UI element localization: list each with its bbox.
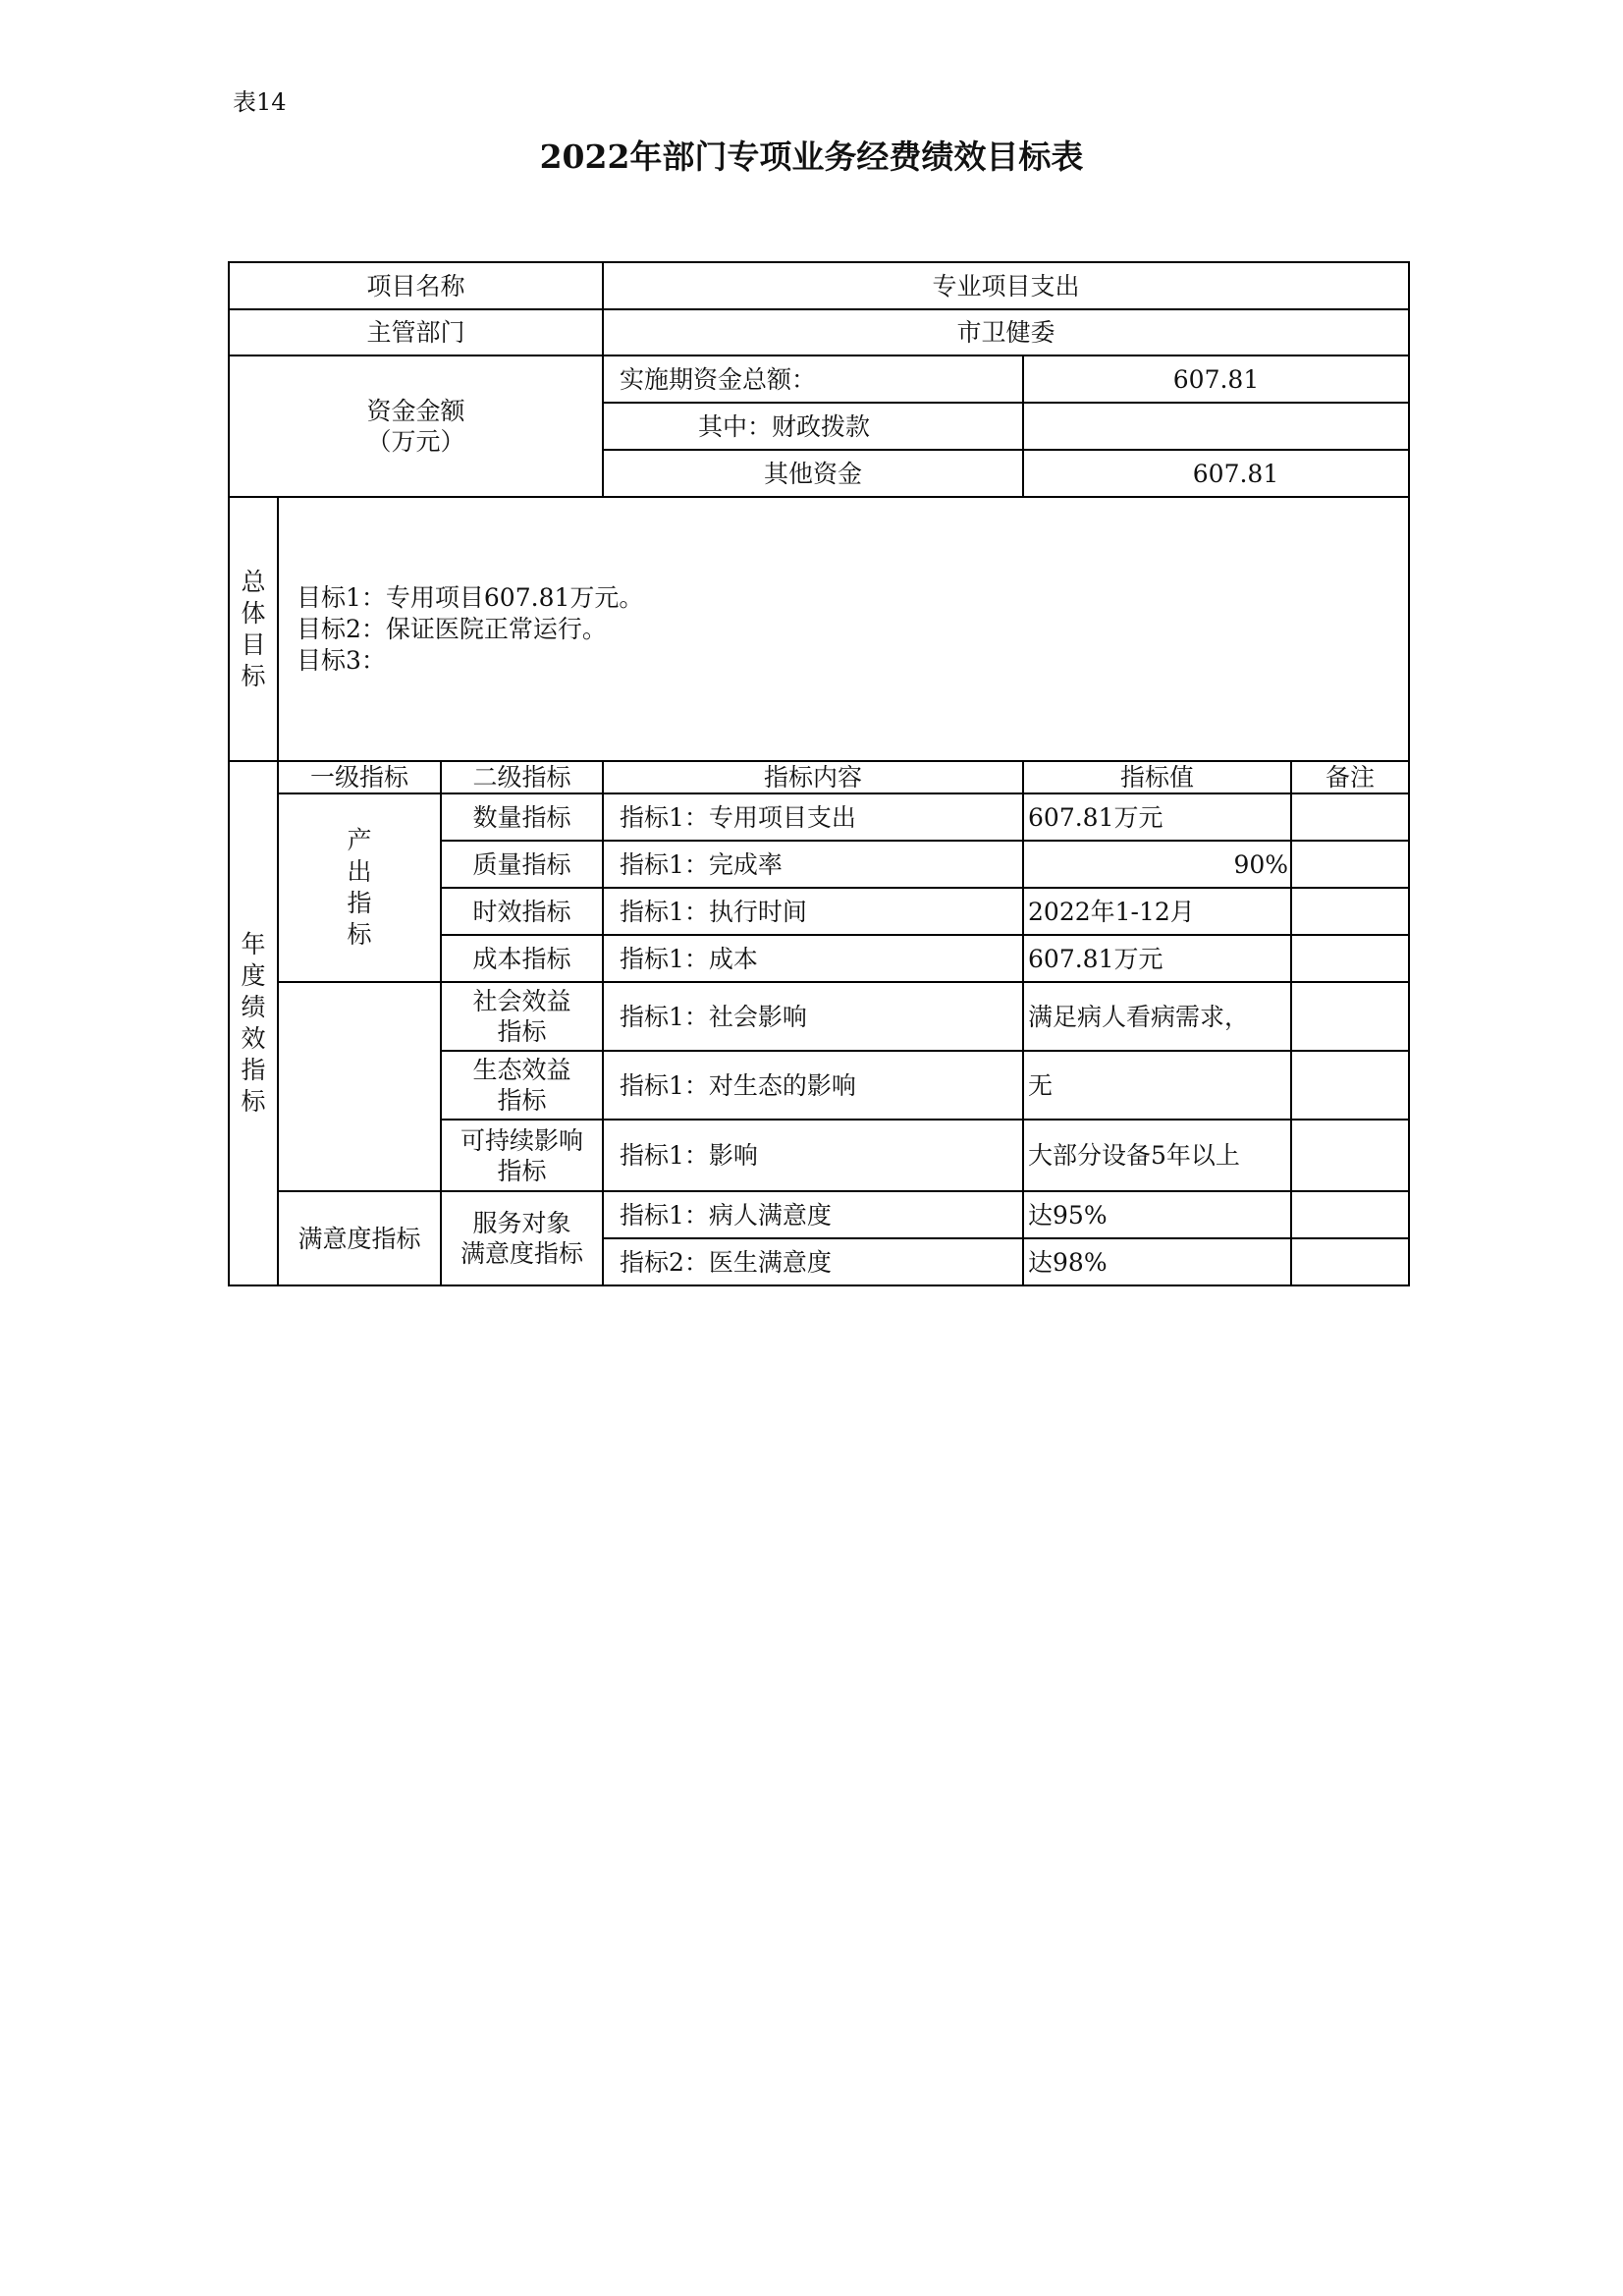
total-fund-label: 实施期资金总额： — [603, 355, 1023, 403]
annual-label-char: 效 — [241, 1024, 266, 1053]
level2-line: 生态效益 — [472, 1056, 571, 1084]
overall-goal-label — [229, 497, 278, 761]
level2-cell: 时效指标 — [441, 888, 603, 935]
content-cell: 指标1：对生态的影响 — [603, 1051, 1023, 1120]
annual-label-char: 指 — [241, 1056, 266, 1084]
value-cell: 无 — [1023, 1051, 1291, 1120]
output-label-char: 出 — [347, 857, 372, 886]
content-cell: 指标1：执行时间 — [603, 888, 1023, 935]
other-fund-label: 其他资金 — [603, 450, 1023, 497]
header-content: 指标内容 — [603, 761, 1023, 793]
total-fund-row — [229, 355, 1409, 403]
level2-cell: 成本指标 — [441, 935, 603, 982]
output-label-char: 标 — [347, 920, 372, 949]
overall-goal-label-char: 总 — [241, 567, 266, 596]
value-cell: 满足病人看病需求， — [1023, 982, 1291, 1051]
annual-label-char: 年 — [241, 930, 266, 958]
level2-line: 指标 — [497, 1017, 547, 1046]
page-title: 2022年部门专项业务经费绩效目标表 — [539, 137, 1084, 176]
fund-amount-label-line1: 资金金额 — [366, 397, 465, 425]
note-cell — [1291, 841, 1409, 888]
note-cell — [1291, 888, 1409, 935]
level2-cell — [441, 982, 603, 1051]
note-cell — [1291, 1238, 1409, 1285]
satisfaction-level2 — [441, 1191, 603, 1285]
header-value: 指标值 — [1023, 761, 1291, 793]
table-row — [229, 1191, 1409, 1238]
goal-item: 目标3： — [297, 645, 386, 675]
note-cell — [1291, 793, 1409, 841]
project-name-label: 项目名称 — [229, 262, 603, 309]
level2-line: 社会效益 — [472, 987, 571, 1015]
header-level2: 二级指标 — [441, 761, 603, 793]
value-cell: 达95% — [1023, 1191, 1291, 1238]
output-indicator-label — [278, 793, 441, 982]
overall-goal-content — [278, 497, 1409, 761]
annual-label-char: 标 — [241, 1087, 266, 1116]
fund-amount-label — [229, 355, 603, 497]
content-cell: 指标1：社会影响 — [603, 982, 1023, 1051]
annual-indicator-label — [229, 761, 278, 1285]
table-row — [229, 982, 1409, 1051]
note-cell — [1291, 1191, 1409, 1238]
project-name-value: 专业项目支出 — [603, 262, 1409, 309]
performance-target-table — [228, 261, 1410, 1286]
note-cell — [1291, 1051, 1409, 1120]
content-cell: 指标1：专用项目支出 — [603, 793, 1023, 841]
department-value: 市卫健委 — [603, 309, 1409, 355]
level2-cell — [441, 1051, 603, 1120]
level2-cell: 质量指标 — [441, 841, 603, 888]
goal-item: 目标1：专用项目607.81万元。 — [297, 582, 644, 612]
level2-cell: 数量指标 — [441, 793, 603, 841]
value-cell: 大部分设备5年以上 — [1023, 1120, 1291, 1191]
annual-label-char: 度 — [241, 961, 266, 990]
annual-header-row — [229, 761, 1409, 793]
department-row — [229, 309, 1409, 355]
content-cell: 指标2：医生满意度 — [603, 1238, 1023, 1285]
value-cell: 达98% — [1023, 1238, 1291, 1285]
content-cell: 指标1：影响 — [603, 1120, 1023, 1191]
level2-cell — [441, 1120, 603, 1191]
total-fund-value: 607.81 — [1023, 355, 1409, 403]
note-cell — [1291, 1120, 1409, 1191]
table-number-label: 表14 — [233, 88, 287, 116]
annual-label-char: 绩 — [241, 993, 266, 1021]
output-label-char: 产 — [347, 826, 372, 854]
note-cell — [1291, 935, 1409, 982]
level2-line: 可持续影响 — [460, 1125, 584, 1155]
level2-line: 指标 — [497, 1156, 547, 1185]
overall-goal-label-char: 目 — [241, 629, 266, 659]
benefit-indicator-label — [278, 982, 441, 1191]
header-level1: 一级指标 — [278, 761, 441, 793]
value-cell: 2022年1-12月 — [1023, 888, 1291, 935]
header-note: 备注 — [1291, 761, 1409, 793]
note-cell — [1291, 982, 1409, 1051]
value-cell: 90% — [1023, 841, 1291, 888]
table-row — [229, 793, 1409, 841]
value-cell: 607.81万元 — [1023, 793, 1291, 841]
fiscal-fund-value — [1023, 403, 1409, 450]
level2-line: 服务对象 — [472, 1209, 571, 1237]
fiscal-fund-label: 其中：财政拨款 — [603, 403, 1023, 450]
project-name-row — [229, 262, 1409, 309]
overall-goal-label-char: 标 — [241, 661, 266, 690]
overall-goal-row — [229, 497, 1409, 761]
other-fund-value: 607.81 — [1023, 450, 1409, 497]
content-cell: 指标1：病人满意度 — [603, 1191, 1023, 1238]
department-label: 主管部门 — [229, 309, 603, 355]
fund-amount-label-line2: （万元） — [366, 427, 465, 456]
goal-item: 目标2：保证医院正常运行。 — [297, 614, 607, 643]
output-label-char: 指 — [347, 889, 372, 917]
level2-line: 满意度指标 — [460, 1239, 584, 1268]
satisfaction-level1: 满意度指标 — [278, 1191, 441, 1285]
overall-goal-label-char: 体 — [241, 598, 266, 628]
level2-line: 指标 — [497, 1086, 547, 1115]
content-cell: 指标1：完成率 — [603, 841, 1023, 888]
value-cell: 607.81万元 — [1023, 935, 1291, 982]
content-cell: 指标1：成本 — [603, 935, 1023, 982]
